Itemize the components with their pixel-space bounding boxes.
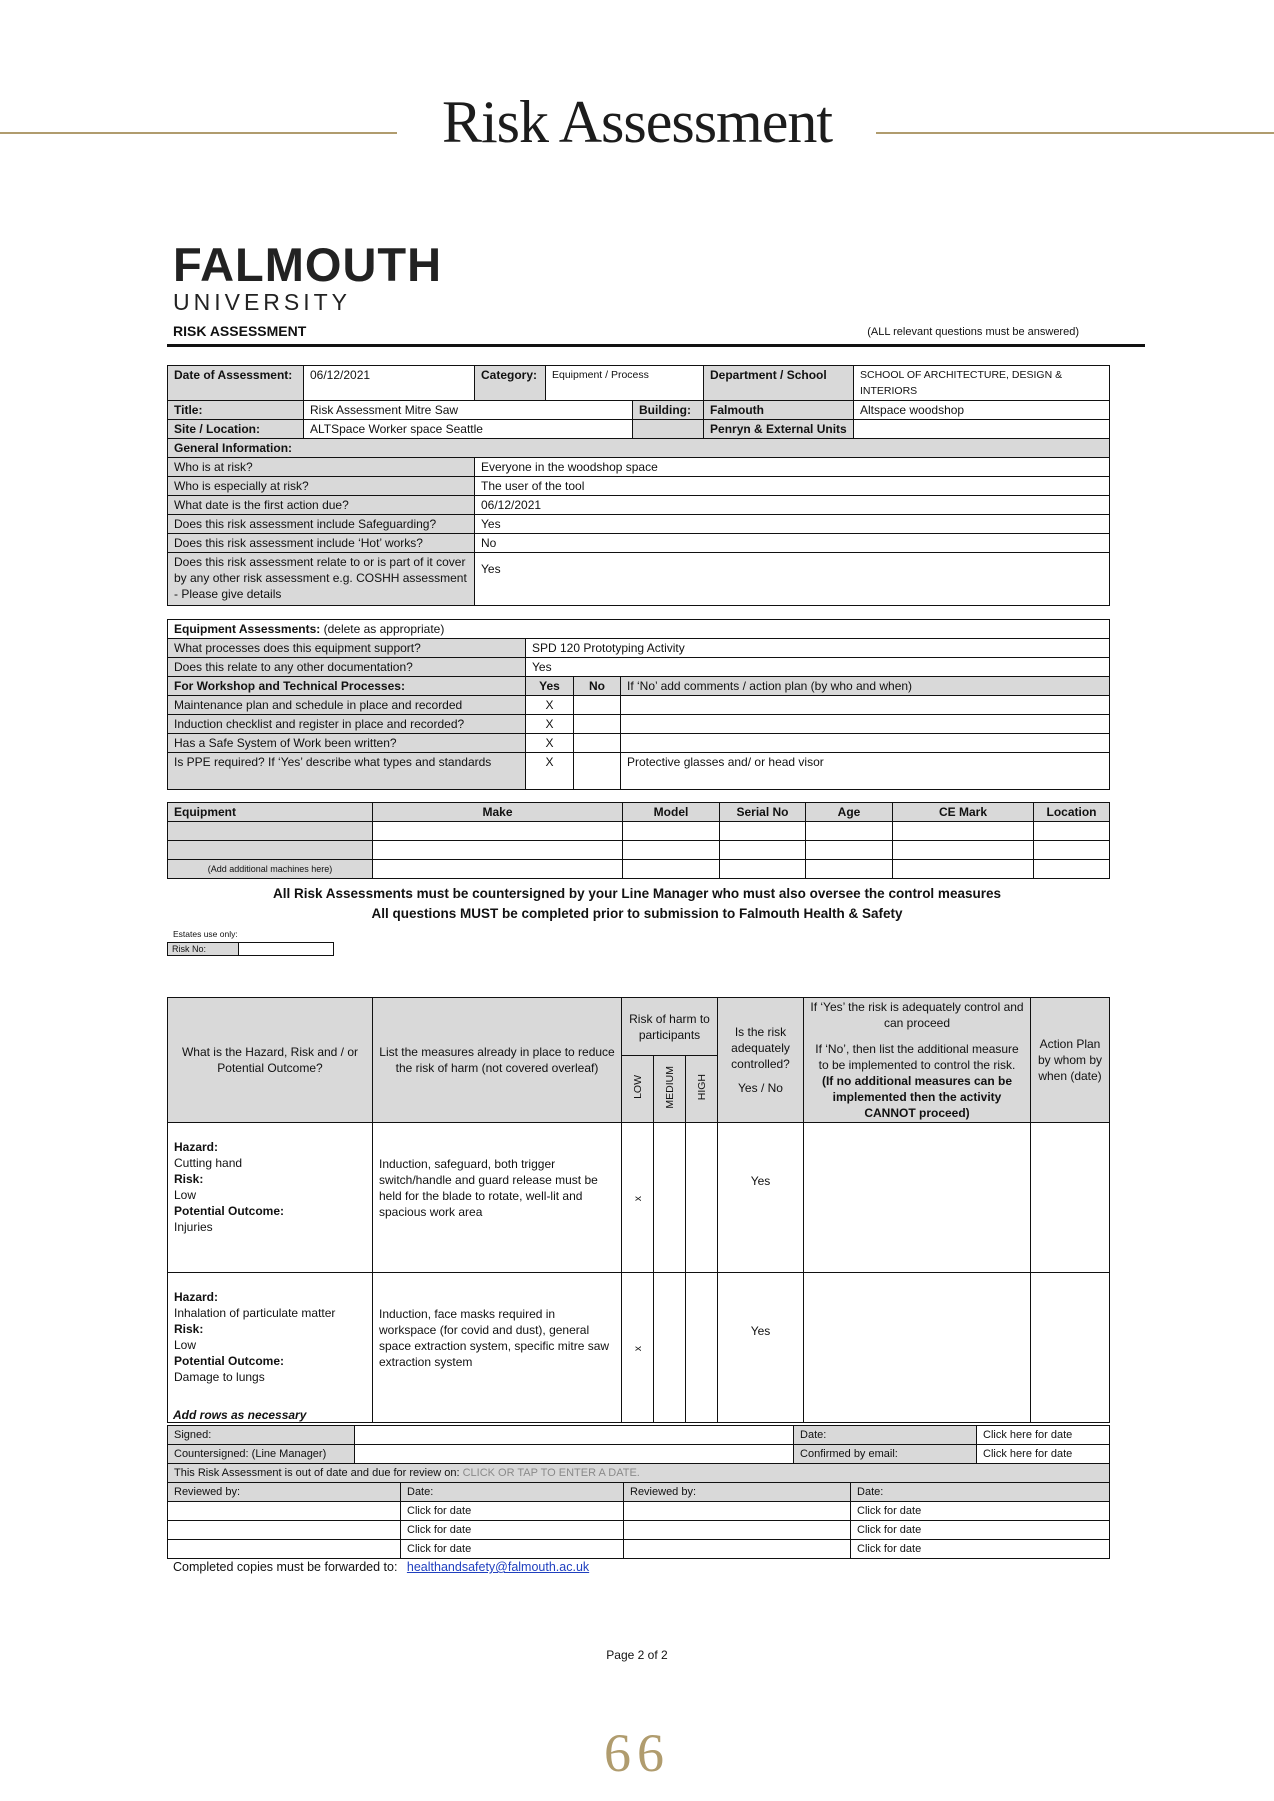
equipment-cell[interactable]: [893, 841, 1034, 860]
category-value[interactable]: Equipment / Process: [546, 366, 704, 401]
risk-value: Low: [174, 1338, 197, 1352]
equipment-assessment-heading: Equipment Assessments:: [174, 622, 321, 636]
date-label: Date of Assessment:: [168, 366, 304, 401]
high-mark[interactable]: [686, 1123, 718, 1273]
risk-label: Risk:: [174, 1172, 204, 1186]
general-answer[interactable]: The user of the tool: [475, 477, 1110, 496]
no-mark[interactable]: [574, 696, 621, 715]
general-answer[interactable]: No: [475, 534, 1110, 553]
hazard-cell[interactable]: [168, 1273, 373, 1423]
equipment-cell[interactable]: [893, 822, 1034, 841]
medium-mark[interactable]: [654, 1123, 686, 1273]
no-mark[interactable]: [574, 715, 621, 734]
medium-header: MEDIUM: [663, 1065, 676, 1109]
risk-no-field[interactable]: [239, 943, 334, 956]
additional-measures-cell[interactable]: [804, 1273, 1031, 1423]
yes-no-label: Yes / No: [738, 1081, 783, 1095]
section-divider: [167, 344, 1145, 347]
workshop-question: Maintenance plan and schedule in place and recorded: [168, 696, 526, 715]
low-mark[interactable]: x: [631, 1346, 644, 1352]
reviewer-field[interactable]: [624, 1502, 851, 1521]
building-extra[interactable]: Altspace woodshop: [854, 401, 1110, 420]
countersigned-field[interactable]: [355, 1445, 794, 1464]
risk-label: Risk:: [174, 1322, 204, 1336]
general-question: Who is at risk?: [168, 458, 475, 477]
risk-col-header: Risk of harm to participants: [622, 998, 718, 1056]
model-header: Model: [623, 803, 720, 822]
outcome-label: Potential Outcome:: [174, 1354, 285, 1368]
equipment-cell[interactable]: [373, 822, 623, 841]
equipment-cell[interactable]: [720, 822, 806, 841]
general-answer[interactable]: 06/12/2021: [475, 496, 1110, 515]
risk-value: Low: [174, 1188, 197, 1202]
date-value[interactable]: 06/12/2021: [304, 366, 475, 401]
yes-mark[interactable]: X: [526, 696, 574, 715]
hazard-col-header: What is the Hazard, Risk and / or Potential Outcome?: [168, 998, 373, 1123]
measures-cell[interactable]: Induction, safeguard, both trigger switch/handle and guard release must be held for the blade to rotate, well-lit and spacious work area: [373, 1123, 622, 1273]
yes-mark[interactable]: X: [526, 753, 574, 790]
equipment-cell[interactable]: [806, 841, 893, 860]
category-label: Category:: [475, 366, 546, 401]
general-answer[interactable]: Everyone in the woodshop space: [475, 458, 1110, 477]
equipment-assessment-table: [167, 619, 1110, 790]
high-mark[interactable]: [686, 1273, 718, 1423]
equipment-cell[interactable]: [720, 841, 806, 860]
controlled-value[interactable]: Yes: [718, 1273, 804, 1423]
reviewed-by-label: Reviewed by:: [168, 1483, 401, 1502]
workshop-question: Induction checklist and register in place and recorded?: [168, 715, 526, 734]
page-title: Risk Assessment: [441, 89, 833, 155]
logo-line-2: UNIVERSITY: [173, 289, 352, 315]
yes-guidance: If ‘Yes’ the risk is adequately control and can proceed: [810, 1000, 1024, 1030]
forward-instruction: [173, 1560, 589, 1574]
equipment-cell[interactable]: [1034, 822, 1110, 841]
reviewed-by-label: Reviewed by:: [624, 1483, 851, 1502]
medium-mark[interactable]: [654, 1273, 686, 1423]
signed-field[interactable]: [355, 1426, 794, 1445]
comment-cell[interactable]: [621, 696, 1110, 715]
logo-line-1: FALMOUTH: [173, 238, 443, 291]
action-plan-cell[interactable]: [1031, 1273, 1110, 1423]
site-value[interactable]: ALTSpace Worker space Seattle: [304, 420, 633, 439]
site-extra: Penryn & External Units: [704, 420, 854, 439]
no-mark[interactable]: [574, 734, 621, 753]
equipment-cell[interactable]: [806, 822, 893, 841]
review-date-picker[interactable]: Click for date: [851, 1540, 1110, 1559]
signed-date-picker[interactable]: Click here for date: [977, 1426, 1110, 1445]
workshop-question: Has a Safe System of Work been written?: [168, 734, 526, 753]
comment-cell[interactable]: [621, 715, 1110, 734]
yes-header: Yes: [526, 677, 574, 696]
outcome-label: Potential Outcome:: [174, 1204, 285, 1218]
comments-header: If ‘No’ add comments / action plan (by who and when): [621, 677, 1110, 696]
completion-notice: All questions MUST be completed prior to submission to Falmouth Health & Safety: [371, 906, 903, 921]
signed-label: Signed:: [168, 1426, 355, 1445]
serial-header: Serial No: [720, 803, 806, 822]
action-col-header: Action Plan by whom by when (date): [1031, 998, 1110, 1123]
equipment-cell[interactable]: [623, 822, 720, 841]
age-header: Age: [806, 803, 893, 822]
action-plan-cell[interactable]: [1031, 1123, 1110, 1273]
no-header: No: [574, 677, 621, 696]
university-logo: [173, 240, 442, 314]
review-date-label: Date:: [401, 1483, 624, 1502]
general-question: Who is especially at risk?: [168, 477, 475, 496]
equipment-cell[interactable]: [373, 841, 623, 860]
general-answer[interactable]: Yes: [475, 553, 1110, 606]
section-title: RISK ASSESSMENT: [173, 323, 307, 339]
high-header: HIGH: [695, 1073, 708, 1101]
review-date-picker[interactable]: Click for date: [401, 1540, 624, 1559]
comment-cell[interactable]: Protective glasses and/ or head visor: [621, 753, 1110, 790]
docs-answer[interactable]: Yes: [526, 658, 1110, 677]
reviewer-field[interactable]: [624, 1521, 851, 1540]
measures-cell[interactable]: Induction, face masks required in workspace (for covid and dust), general space extraction system, specific mitre saw extraction system: [373, 1273, 622, 1423]
title-label: Title:: [168, 401, 304, 420]
add-rows-note: Add rows as necessary: [173, 1408, 307, 1422]
no-guidance-bold: (If no additional measures can be implemented then the activity CANNOT proceed): [821, 1074, 1013, 1120]
countersign-notice: All Risk Assessments must be countersigned by your Line Manager who must also oversee the control measures: [273, 886, 1001, 901]
location-header: Location: [1034, 803, 1110, 822]
processes-answer[interactable]: SPD 120 Prototyping Activity: [526, 639, 1110, 658]
outcome-value: Injuries: [174, 1220, 213, 1234]
low-mark[interactable]: x: [631, 1196, 644, 1202]
review-due-label: This Risk Assessment is out of date and due for review on:: [174, 1467, 460, 1479]
building-value: Falmouth: [704, 401, 854, 420]
department-label: Department / School: [704, 366, 854, 401]
low-header: LOW: [631, 1075, 644, 1100]
equipment-list-table: [167, 802, 1110, 879]
equipment-assessment-note: (delete as appropriate): [320, 622, 445, 636]
general-question: Does this risk assessment relate to or is part of it cover by any other risk assessment e.g. COSHH assessment - Please give details: [168, 553, 475, 606]
equipment-header: Equipment: [168, 803, 373, 822]
review-date-picker[interactable]: Click for date: [851, 1521, 1110, 1540]
controlled-value[interactable]: Yes: [718, 1123, 804, 1273]
page-number: 66: [604, 1723, 670, 1783]
site-extra-value[interactable]: [854, 420, 1110, 439]
risk-number-box: [167, 942, 334, 956]
comment-cell[interactable]: [621, 734, 1110, 753]
confirmed-email-label: Confirmed by email:: [794, 1445, 977, 1464]
hazard-cell[interactable]: [168, 1123, 373, 1273]
risk-no-label: Risk No:: [168, 943, 239, 956]
make-header: Make: [373, 803, 623, 822]
controlled-col-header: Is the risk adequately controlled?: [731, 1025, 790, 1071]
department-value[interactable]: SCHOOL OF ARCHITECTURE, DESIGN & INTERIORS: [854, 366, 1110, 401]
general-question: Does this risk assessment include Safeguarding?: [168, 515, 475, 534]
reviewer-field[interactable]: [624, 1540, 851, 1559]
review-date-label: Date:: [851, 1483, 1110, 1502]
hazard-value: Cutting hand: [174, 1156, 243, 1170]
workshop-question: Is PPE required? If ‘Yes’ describe what types and standards: [168, 753, 526, 790]
forward-text: Completed copies must be forwarded to:: [173, 1560, 398, 1574]
hazard-value: Inhalation of particulate matter: [174, 1306, 336, 1320]
estates-label: Estates use only:: [173, 929, 238, 939]
hazard-table: [167, 997, 1110, 1423]
signed-date-label: Date:: [794, 1426, 977, 1445]
yes-mark[interactable]: X: [526, 715, 574, 734]
title-value[interactable]: Risk Assessment Mitre Saw: [304, 401, 633, 420]
measures-col-header: List the measures already in place to reduce the risk of harm (not covered overleaf): [373, 998, 622, 1123]
general-answer[interactable]: Yes: [475, 515, 1110, 534]
assessment-info-table: [167, 365, 1110, 606]
signoff-table: [167, 1425, 1110, 1559]
countersigned-label: Countersigned: (Line Manager): [168, 1445, 355, 1464]
equipment-cell[interactable]: [1034, 841, 1110, 860]
confirmed-date-picker[interactable]: Click here for date: [977, 1445, 1110, 1464]
section-note: (ALL relevant questions must be answered): [867, 326, 1079, 338]
reviewer-field[interactable]: [168, 1521, 401, 1540]
reviewer-field[interactable]: [168, 1502, 401, 1521]
general-question: What date is the first action due?: [168, 496, 475, 515]
no-mark[interactable]: [574, 753, 621, 790]
review-date-picker[interactable]: Click for date: [401, 1521, 624, 1540]
site-label: Site / Location:: [168, 420, 304, 439]
docs-question: Does this relate to any other documentation?: [168, 658, 526, 677]
review-date-picker[interactable]: Click for date: [851, 1502, 1110, 1521]
hazard-label: Hazard:: [174, 1140, 219, 1154]
general-question: Does this risk assessment include ‘Hot’ works?: [168, 534, 475, 553]
health-safety-email-link[interactable]: healthandsafety@falmouth.ac.uk: [406, 1560, 590, 1574]
reviewer-field[interactable]: [168, 1540, 401, 1559]
additional-measures-cell[interactable]: [804, 1123, 1031, 1273]
building-label: Building:: [633, 401, 704, 420]
review-date-picker[interactable]: Click for date: [401, 1502, 624, 1521]
page-indicator: Page 2 of 2: [606, 1648, 668, 1662]
yes-mark[interactable]: X: [526, 734, 574, 753]
review-date-picker[interactable]: CLICK OR TAP TO ENTER A DATE.: [462, 1467, 640, 1479]
add-machines-note: (Add additional machines here): [168, 860, 373, 879]
equipment-cell[interactable]: [623, 841, 720, 860]
ce-mark-header: CE Mark: [893, 803, 1034, 822]
no-guidance: If ‘No’, then list the additional measure to be implemented to control the risk.: [815, 1042, 1019, 1072]
workshop-label: For Workshop and Technical Processes:: [168, 677, 526, 696]
general-info-heading: General Information:: [168, 439, 1110, 458]
hazard-label: Hazard:: [174, 1290, 219, 1304]
outcome-value: Damage to lungs: [174, 1370, 265, 1384]
processes-question: What processes does this equipment support?: [168, 639, 526, 658]
